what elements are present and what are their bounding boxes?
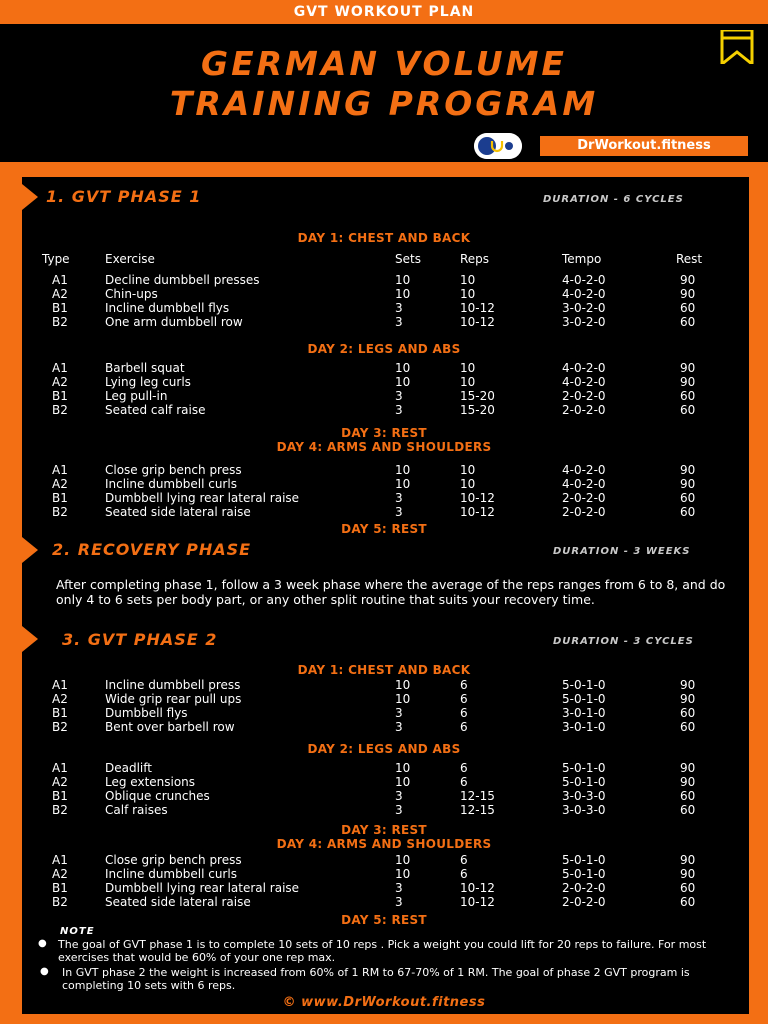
bookmark-icon [718,30,756,64]
table-cell-exercise: Bent over barbell row [105,720,235,734]
table-cell-rest: 60 [680,301,696,315]
table-cell-exercise: Seated side lateral raise [105,505,251,519]
table-cell-type: A2 [52,692,68,706]
table-cell-type: B1 [52,301,68,315]
phase-2-duration: DURATION - 3 CYCLES [553,636,694,647]
table-cell-type: A2 [52,375,68,389]
table-cell-reps: 10-12 [460,881,495,895]
title-line-2: TRAINING PROGRAM [169,84,599,123]
arrow-marker-icon [22,626,38,652]
table-cell-rest: 90 [680,375,696,389]
table-cell-rest: 60 [680,881,696,895]
table-cell-type: A2 [52,867,68,881]
table-cell-rest: 60 [680,706,696,720]
table-cell-exercise: Oblique crunches [105,789,210,803]
table-cell-reps: 6 [460,706,468,720]
table-cell-sets: 3 [395,389,403,403]
table-cell-type: A2 [52,287,68,301]
table-cell-exercise: Seated calf raise [105,403,206,417]
table-cell-reps: 6 [460,761,468,775]
table-cell-sets: 3 [395,505,403,519]
table-cell-exercise: Dumbbell lying rear lateral raise [105,881,300,895]
table-cell-reps: 10 [460,463,476,477]
phase-2-title: 3. GVT PHASE 2 [62,630,218,649]
table-cell-exercise: Leg extensions [105,775,196,789]
phase-2-day-1-heading: DAY 1: CHEST AND BACK [297,663,471,677]
table-cell-exercise: Deadlift [105,761,152,775]
table-cell-rest: 60 [680,789,696,803]
table-cell-exercise: Calf raises [105,803,168,817]
recovery-text: After completing phase 1, follow a 3 week phase where the average of the reps ranges from 6 to 8, and do only 4 to 6 sets per body part, or any other split routine that suits your recovery time. [56,577,726,607]
table-cell-reps: 15-20 [460,389,495,403]
table-cell-exercise: One arm dumbbell row [105,315,243,329]
table-cell-rest: 90 [680,477,696,491]
table-cell-sets: 10 [395,375,411,389]
table-cell-sets: 3 [395,706,403,720]
table-cell-rest: 90 [680,867,696,881]
table-cell-tempo: 4-0-2-0 [562,273,606,287]
table-cell-reps: 10-12 [460,491,495,505]
table-cell-reps: 10 [460,287,476,301]
table-cell-sets: 3 [395,803,403,817]
table-cell-exercise: Barbell squat [105,361,185,375]
arrow-marker-icon [22,537,38,563]
column-header-rest: Rest [676,252,703,266]
table-cell-tempo: 2-0-2-0 [562,403,606,417]
table-cell-sets: 10 [395,361,411,375]
table-cell-rest: 60 [680,491,696,505]
table-cell-rest: 60 [680,389,696,403]
table-cell-rest: 60 [680,403,696,417]
table-cell-exercise: Seated side lateral raise [105,895,251,909]
table-cell-tempo: 3-0-2-0 [562,301,606,315]
table-cell-tempo: 5-0-1-0 [562,867,606,881]
table-cell-type: A1 [52,463,68,477]
table-cell-reps: 10 [460,477,476,491]
table-cell-type: A1 [52,361,68,375]
table-cell-reps: 12-15 [460,789,495,803]
table-cell-tempo: 3-0-2-0 [562,315,606,329]
title-line-1: GERMAN VOLUME [201,44,567,83]
table-cell-sets: 10 [395,287,411,301]
table-cell-tempo: 2-0-2-0 [562,505,606,519]
table-cell-sets: 3 [395,720,403,734]
table-cell-reps: 6 [460,720,468,734]
table-cell-type: B1 [52,706,68,720]
top-bar: GVT WORKOUT PLAN [0,0,768,24]
table-cell-tempo: 2-0-2-0 [562,881,606,895]
table-cell-exercise: Close grip bench press [105,853,242,867]
table-cell-type: A2 [52,775,68,789]
table-cell-reps: 15-20 [460,403,495,417]
table-cell-sets: 10 [395,853,411,867]
table-cell-tempo: 2-0-2-0 [562,895,606,909]
table-cell-exercise: Wide grip rear pull ups [105,692,242,706]
table-cell-tempo: 5-0-1-0 [562,692,606,706]
table-cell-sets: 3 [395,491,403,505]
table-cell-rest: 60 [680,895,696,909]
table-cell-type: B2 [52,720,68,734]
table-cell-rest: 60 [680,505,696,519]
table-cell-type: B2 [52,803,68,817]
table-cell-tempo: 5-0-1-0 [562,853,606,867]
table-cell-type: B1 [52,881,68,895]
table-cell-rest: 90 [680,761,696,775]
column-header-tempo: Tempo [562,252,602,266]
table-cell-exercise: Lying leg curls [105,375,191,389]
note-item: In GVT phase 2 the weight is increased from 60% of 1 RM to 67-70% of 1 RM. The goal of phase 2 GVT program is completing 10 sets with 6 reps. [62,966,690,992]
table-cell-tempo: 5-0-1-0 [562,678,606,692]
table-cell-tempo: 3-0-3-0 [562,803,606,817]
table-cell-sets: 10 [395,761,411,775]
phase-2-day-5-heading: DAY 5: REST [341,913,427,927]
phase-2-day-4-heading: DAY 4: ARMS AND SHOULDERS [276,837,492,851]
table-cell-rest: 60 [680,720,696,734]
phase-1-title: 1. GVT PHASE 1 [46,187,202,206]
table-cell-type: B1 [52,789,68,803]
bullet-icon: ● [40,966,49,977]
table-cell-type: A1 [52,273,68,287]
phase-1-day-3-heading: DAY 3: REST [341,426,427,440]
table-cell-exercise: Incline dumbbell flys [105,301,230,315]
table-cell-reps: 6 [460,692,468,706]
table-cell-reps: 12-15 [460,803,495,817]
table-cell-reps: 10-12 [460,505,495,519]
phase-1-day-2-heading: DAY 2: LEGS AND ABS [307,342,461,356]
table-cell-type: A1 [52,678,68,692]
table-cell-sets: 10 [395,273,411,287]
table-cell-rest: 90 [680,287,696,301]
table-cell-tempo: 2-0-2-0 [562,389,606,403]
note-title: NOTE [60,926,95,937]
column-header-sets: Sets [395,252,421,266]
column-header-reps: Reps [460,252,490,266]
phase-2-day-2-heading: DAY 2: LEGS AND ABS [307,742,461,756]
recovery-title: 2. RECOVERY PHASE [52,540,252,559]
table-cell-reps: 10-12 [460,895,495,909]
table-cell-exercise: Chin-ups [105,287,158,301]
phase-1-day-5-heading: DAY 5: REST [341,522,427,536]
table-cell-exercise: Leg pull-in [105,389,168,403]
stethoscope-logo-icon [474,133,522,159]
table-cell-sets: 10 [395,678,411,692]
table-cell-exercise: Incline dumbbell press [105,678,241,692]
table-cell-exercise: Close grip bench press [105,463,242,477]
table-cell-reps: 10 [460,273,476,287]
table-cell-rest: 90 [680,853,696,867]
table-cell-exercise: Dumbbell lying rear lateral raise [105,491,300,505]
table-cell-sets: 10 [395,463,411,477]
column-header-type: Type [42,252,70,266]
table-cell-type: B2 [52,505,68,519]
table-cell-rest: 60 [680,315,696,329]
table-cell-sets: 3 [395,789,403,803]
table-cell-tempo: 4-0-2-0 [562,361,606,375]
table-cell-type: A1 [52,853,68,867]
table-cell-sets: 3 [395,403,403,417]
table-cell-rest: 90 [680,678,696,692]
table-cell-tempo: 5-0-1-0 [562,761,606,775]
table-cell-type: B1 [52,491,68,505]
footer-website: © www.DrWorkout.fitness [282,995,486,1010]
table-cell-type: B2 [52,895,68,909]
bullet-icon: ● [38,938,47,949]
table-cell-rest: 60 [680,803,696,817]
table-cell-tempo: 2-0-2-0 [562,491,606,505]
table-cell-exercise: Dumbbell flys [105,706,188,720]
phase-1-day-1-heading: DAY 1: CHEST AND BACK [297,231,471,245]
table-cell-sets: 10 [395,692,411,706]
table-cell-type: B1 [52,389,68,403]
table-cell-reps: 10 [460,375,476,389]
table-cell-sets: 3 [395,301,403,315]
table-cell-exercise: Incline dumbbell curls [105,867,237,881]
table-cell-rest: 90 [680,463,696,477]
recovery-duration: DURATION - 3 WEEKS [553,546,691,557]
table-cell-rest: 90 [680,273,696,287]
table-cell-reps: 6 [460,678,468,692]
table-cell-tempo: 4-0-2-0 [562,287,606,301]
table-cell-sets: 3 [395,881,403,895]
phase-1-day-4-heading: DAY 4: ARMS AND SHOULDERS [276,440,492,454]
table-cell-type: A2 [52,477,68,491]
table-cell-reps: 10-12 [460,301,495,315]
table-cell-type: B2 [52,403,68,417]
table-cell-reps: 6 [460,853,468,867]
table-cell-sets: 10 [395,775,411,789]
table-cell-exercise: Incline dumbbell curls [105,477,237,491]
table-cell-tempo: 3-0-3-0 [562,789,606,803]
table-cell-tempo: 5-0-1-0 [562,775,606,789]
table-cell-rest: 90 [680,361,696,375]
table-cell-reps: 6 [460,775,468,789]
table-cell-sets: 3 [395,895,403,909]
brand-label: DrWorkout.fitness [540,136,748,156]
table-cell-tempo: 4-0-2-0 [562,463,606,477]
table-cell-tempo: 4-0-2-0 [562,477,606,491]
note-item: The goal of GVT phase 1 is to complete 10 sets of 10 reps . Pick a weight you could lift for 20 reps to failure. For most exercises that would be 60% of your one rep max. [58,938,707,964]
arrow-marker-icon [22,184,38,210]
phase-2-day-3-heading: DAY 3: REST [341,823,427,837]
table-cell-sets: 10 [395,867,411,881]
table-cell-reps: 10-12 [460,315,495,329]
table-cell-sets: 10 [395,477,411,491]
phase-1-duration: DURATION - 6 CYCLES [543,194,684,205]
table-cell-tempo: 4-0-2-0 [562,375,606,389]
table-cell-reps: 10 [460,361,476,375]
table-cell-rest: 90 [680,775,696,789]
table-cell-sets: 3 [395,315,403,329]
table-cell-rest: 90 [680,692,696,706]
table-cell-type: B2 [52,315,68,329]
column-header-exercise: Exercise [105,252,155,266]
table-cell-type: A1 [52,761,68,775]
table-cell-exercise: Decline dumbbell presses [105,273,260,287]
table-cell-tempo: 3-0-1-0 [562,706,606,720]
table-cell-tempo: 3-0-1-0 [562,720,606,734]
table-cell-reps: 6 [460,867,468,881]
